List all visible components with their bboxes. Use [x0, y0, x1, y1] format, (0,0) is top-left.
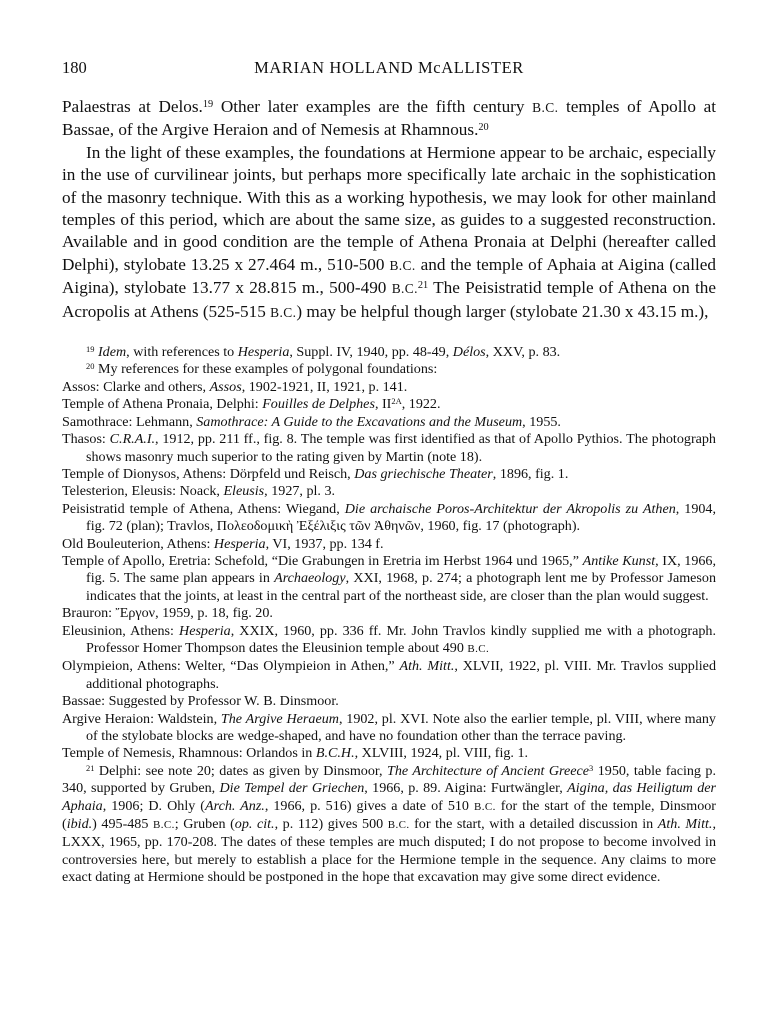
page [62, 58, 716, 887]
body-text [62, 96, 716, 324]
footnote-ref: 20 [478, 122, 489, 134]
paragraph: Palaestras at Delos.$^{19}$ Other later examples are the fifth century B.C. temples of Apollo at Bassae, of the Argive Heraion and of Nemesis at Rhamnous.$^{20}$ [62, 97, 716, 140]
reference-entry: Eleusinion, Athens: Hesperia, XXIX, 1960, pp. 336 ff. Mr. John Travlos kindly supplied me with a photograph. Professor Homer Thompson dates the Eleusinion temple about 490 B.C. [62, 622, 716, 656]
page-number: 180 [62, 58, 87, 77]
reference-entry: Telesterion, Eleusis: Noack, Eleusis, 1927, pl. 3. [62, 483, 336, 500]
reference-entry: Argive Heraion: Waldstein, The Argive Heraeum, 1902, pl. XVI. Note also the earlier temple, pl. VIII, where many of the stylobate blocks are wedge-shaped, and have no foundation other than the terrace paving. [62, 710, 716, 744]
reference-entry: Thasos: C.R.A.I., 1912, pp. 211 ff., fig. 8. The temple was first identified as that of Apollo Pythios. The photograph shows masonry much superior to the rating given by Martin (note 18). [62, 431, 716, 465]
reference-entry: Brauron: Ἔργον, 1959, p. 18, fig. 20. [62, 605, 273, 622]
running-title: MARIAN HOLLAND McALLISTER [254, 58, 524, 77]
reference-entry: Assos: Clarke and others, Assos, 1902-1921, II, 1921, p. 141. [62, 378, 408, 395]
reference-entry: Samothrace: Lehmann, Samothrace: A Guide to the Excavations and the Museum, 1955. [62, 413, 561, 430]
footnote-ref: 21 [417, 280, 429, 292]
page-header [62, 58, 716, 86]
footnote-19: $^{19}$ Idem, with references to Hesperia, Suppl. IV, 1940, pp. 48-49, Délos, XXV, p. 83. [86, 343, 561, 361]
reference-entry: Temple of Nemesis, Rhamnous: Orlandos in B.C.H., XLVIII, 1924, pl. VIII, fig. 1. [62, 745, 529, 762]
paragraph: In the light of these examples, the foundations at Hermione appear to be archaic, especially in the use of curvilinear joints, but perhaps more specifically late archaic in the sophistication of the masonry technique. With this as a working hypothesis, we may look for other mainland temples of this period, which are about the same size, as guides to a suggested reconstruction. Available and in good condition are the temple of Athena Pronaia at Delphi (hereafter called Delphi), stylobate 13.25 x 27.464 m., 510-500 B.C. and the temple of Aphaia at Aigina (called Aigina), stylobate 13.77 x 28.815 m., 500-490 B.C.$^{21}$ The Peisistratid temple of Athena on the Acropolis at Athens (525-515 B.C.) may be helpful though larger (stylobate 21.30 x 43.15 m.), [62, 142, 716, 321]
footnotes [62, 344, 716, 887]
footnote-ref: 19 [202, 98, 214, 110]
reference-entry: Bassae: Suggested by Professor W. B. Dinsmoor. [62, 693, 339, 710]
reference-entry: Old Bouleuterion, Athens: Hesperia, VI, 1937, pp. 134 f. [62, 535, 384, 552]
footnote-21: $^{21}$ Delphi: see note 20; dates as given by Dinsmoor, The Architecture of Ancient Greece$^3$ 1950, table facing p. 340, supported by Gruben, Die Tempel der Griechen, 1966, p. 89. Aigina: Furtwängler, Aigina, das Heiligtum der Aphaia, 1906; D. Ohly (Arch. Anz., 1966, p. 516) gives a date of 510 B.C. for the start of the temple, Dinsmoor (ibid.) 495-485 B.C.; Gruben (op. cit., p. 112) gives 500 B.C. for the start, with a detailed discussion in Ath. Mitt., LXXX, 1965, pp. 170-208. The dates of these temples are much disputed; I do not propose to become involved in controversies here, but merely to establish a place for the Hermione temple in the sequence. Any claims to more exact dating at Hermione should be postponed in the hope that excavation may give some direct evidence. [62, 762, 716, 886]
reference-entry: Temple of Dionysos, Athens: Dörpfeld und Reisch, Das griechische Theater, 1896, fig. 1. [62, 465, 569, 482]
reference-entry: Olympieion, Athens: Welter, “Das Olympieion in Athen,” Ath. Mitt., XLVII, 1922, pl. VIII. Mr. Travlos supplied additional photographs. [62, 658, 716, 692]
reference-entry: Temple of Athena Pronaia, Delphi: Fouilles de Delphes, $II^{2A}$, 1922. [62, 396, 441, 413]
footnote-20: $^{20}$ My references for these examples of polygonal foundations: [86, 361, 438, 378]
reference-entry: Peisistratid temple of Athena, Athens: Wiegand, Die archaische Poros-Architektur der Akropolis zu Athen, 1904, fig. 72 (plan); Travlos, Πολεοδομικὴ Ἐξέλιξις τῶν Ἀθηνῶν, 1960, fig. 17 (photograph). [62, 500, 717, 535]
reference-entry: Temple of Apollo, Eretria: Schefold, “Die Grabungen in Eretria im Herbst 1964 und 1965,” Antike Kunst, IX, 1966, fig. 5. The same plan appears in Archaeology, XXI, 1968, p. 274; a photograph lent me by Professor Jameson indicates that the joints, at least in the central part of the northeast side, are closer than the plan would suggest. [62, 552, 717, 604]
